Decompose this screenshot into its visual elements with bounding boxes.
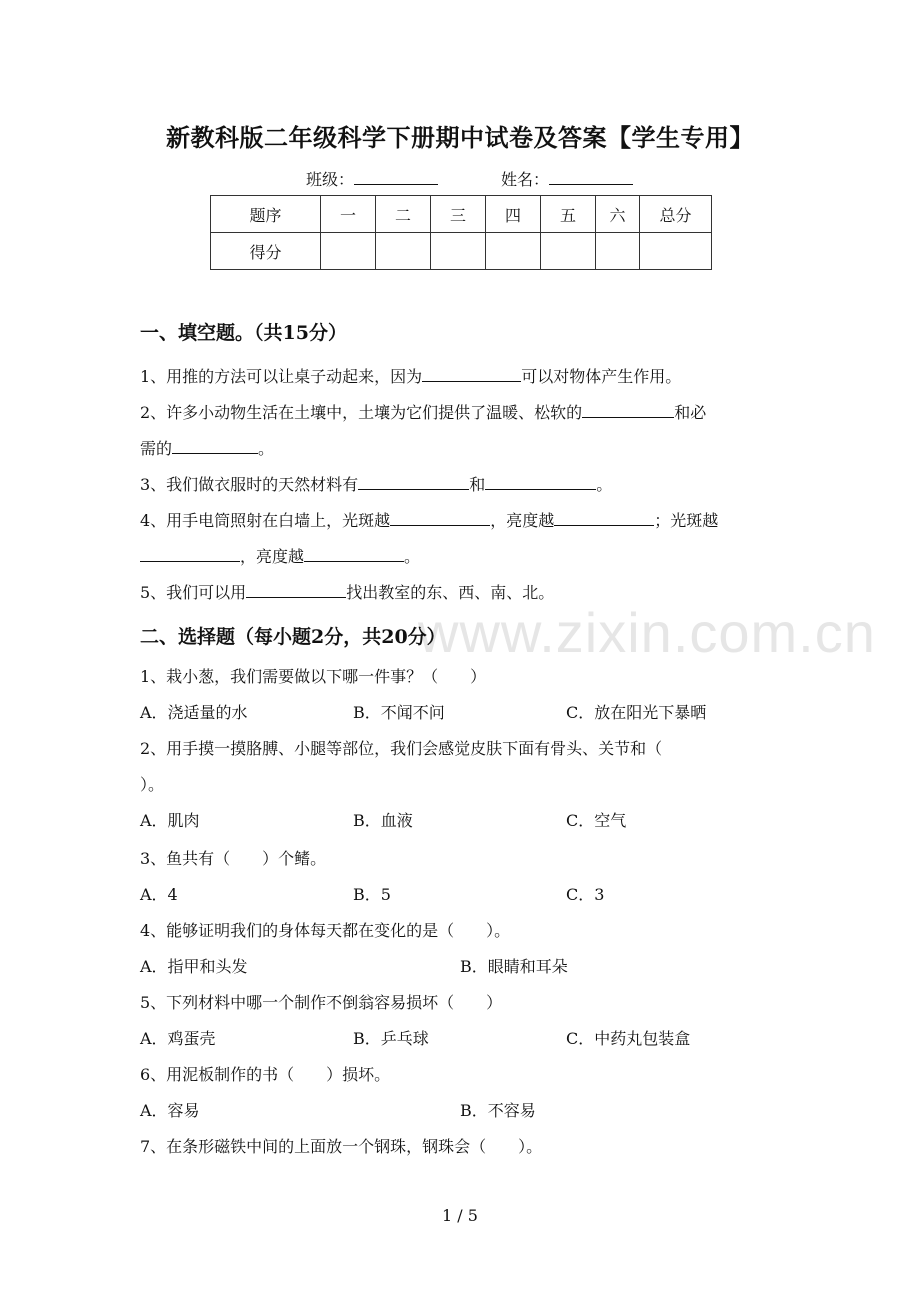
section2-heading: 二、选择题（每小题2分，共20分）	[140, 626, 446, 648]
option-a[interactable]: A．肌肉	[140, 811, 200, 830]
watermark: www.zixin.com.cn	[418, 601, 876, 664]
score-cell[interactable]	[596, 233, 640, 270]
option-c[interactable]: C．放在阳光下暴晒	[566, 703, 707, 722]
question-text: 和必	[674, 403, 707, 422]
question-text: 2、许多小动物生活在土壤中，土壤为它们提供了温暖、松软的	[140, 403, 583, 422]
fill-question-4	[140, 508, 718, 531]
choice-question-4: 4、能够证明我们的身体每天都在变化的是（ ）。	[140, 921, 511, 940]
answer-blank[interactable]	[390, 510, 490, 526]
answer-blank[interactable]	[246, 582, 346, 598]
option-a[interactable]: A．4	[140, 885, 178, 904]
option-b[interactable]: B．眼睛和耳朵	[460, 957, 568, 976]
fill-question-3	[140, 472, 612, 495]
choice-question-2-cont: ）。	[140, 775, 165, 794]
score-cell[interactable]	[640, 233, 712, 270]
option-a[interactable]: A．鸡蛋壳	[140, 1029, 216, 1048]
section1-heading: 一、填空题。（共15分）	[140, 322, 347, 344]
score-header-cell: 三	[431, 196, 486, 233]
question-text: 4、用手电筒照射在白墙上，光斑越	[140, 511, 391, 530]
fill-question-1	[140, 364, 681, 387]
choice-question-7: 7、在条形磁铁中间的上面放一个钢珠，钢珠会（ ）。	[140, 1137, 543, 1156]
page-number: 1 / 5	[442, 1206, 478, 1225]
question-text: ；光斑越	[654, 511, 719, 530]
document-title: 新教科版二年级科学下册期中试卷及答案【学生专用】	[166, 123, 754, 152]
option-a[interactable]: A．指甲和头发	[140, 957, 248, 976]
choice-question-5: 5、下列材料中哪一个制作不倒翁容易损坏（ ）	[140, 993, 503, 1012]
answer-blank[interactable]	[172, 438, 258, 454]
name-field	[501, 167, 633, 190]
choice-question-1: 1、栽小葱，我们需要做以下哪一件事？（ ）	[140, 667, 487, 686]
answer-blank[interactable]	[485, 474, 596, 490]
score-cell[interactable]	[486, 233, 541, 270]
question-text: ，亮度越	[240, 547, 305, 566]
fill-question-2	[140, 400, 706, 423]
name-label: 姓名：	[501, 170, 550, 189]
choice-question-2: 2、用手摸一摸胳膊、小腿等部位，我们会感觉皮肤下面有骨头、关节和（	[140, 739, 663, 758]
option-a[interactable]: A．容易	[140, 1101, 200, 1120]
choice-question-3: 3、鱼共有（ ）个鳍。	[140, 849, 327, 868]
option-b[interactable]: B．不闻不问	[353, 703, 445, 722]
option-b[interactable]: B．不容易	[460, 1101, 536, 1120]
option-b[interactable]: B．5	[353, 885, 391, 904]
score-header-cell: 题序	[211, 196, 321, 233]
question-text: 和	[469, 475, 486, 494]
score-header-cell: 一	[321, 196, 376, 233]
question-text: 3、我们做衣服时的天然材料有	[140, 475, 359, 494]
class-field	[306, 167, 438, 190]
question-text: 。	[596, 475, 613, 494]
question-text: 1、用推的方法可以让桌子动起来，因为	[140, 367, 423, 386]
question-text: 找出教室的东、西、南、北。	[346, 583, 555, 602]
option-c[interactable]: C．中药丸包装盒	[566, 1029, 691, 1048]
answer-blank[interactable]	[422, 366, 521, 382]
option-c[interactable]: C．3	[566, 885, 605, 904]
score-table-header-row	[211, 196, 712, 233]
option-c[interactable]: C．空气	[566, 811, 627, 830]
answer-blank[interactable]	[140, 546, 240, 562]
score-cell[interactable]	[431, 233, 486, 270]
question-text: 。	[404, 547, 421, 566]
answer-blank[interactable]	[304, 546, 404, 562]
score-header-cell: 总分	[640, 196, 712, 233]
score-table-score-row	[211, 233, 712, 270]
score-row-label: 得分	[211, 233, 321, 270]
question-text: 。	[258, 439, 275, 458]
score-header-cell: 六	[596, 196, 640, 233]
score-header-cell: 四	[486, 196, 541, 233]
fill-question-2-cont	[140, 436, 274, 459]
choice-question-6: 6、用泥板制作的书（ ）损坏。	[140, 1065, 391, 1084]
score-cell[interactable]	[376, 233, 431, 270]
name-blank[interactable]	[549, 170, 633, 185]
class-label: 班级：	[306, 170, 355, 189]
answer-blank[interactable]	[554, 510, 654, 526]
score-header-cell: 五	[541, 196, 596, 233]
score-header-cell: 二	[376, 196, 431, 233]
option-b[interactable]: B．乒乓球	[353, 1029, 429, 1048]
answer-blank[interactable]	[582, 402, 674, 418]
question-text: ，亮度越	[490, 511, 555, 530]
question-text: 可以对物体产生作用。	[521, 367, 682, 386]
answer-blank[interactable]	[358, 474, 469, 490]
option-a[interactable]: A．浇适量的水	[140, 703, 248, 722]
fill-question-4-cont	[140, 544, 420, 567]
option-b[interactable]: B．血液	[353, 811, 413, 830]
fill-question-5	[140, 580, 554, 603]
score-cell[interactable]	[321, 233, 376, 270]
score-table	[210, 195, 712, 270]
class-blank[interactable]	[354, 170, 438, 185]
question-text: 5、我们可以用	[140, 583, 247, 602]
question-text: 需的	[140, 439, 173, 458]
score-cell[interactable]	[541, 233, 596, 270]
